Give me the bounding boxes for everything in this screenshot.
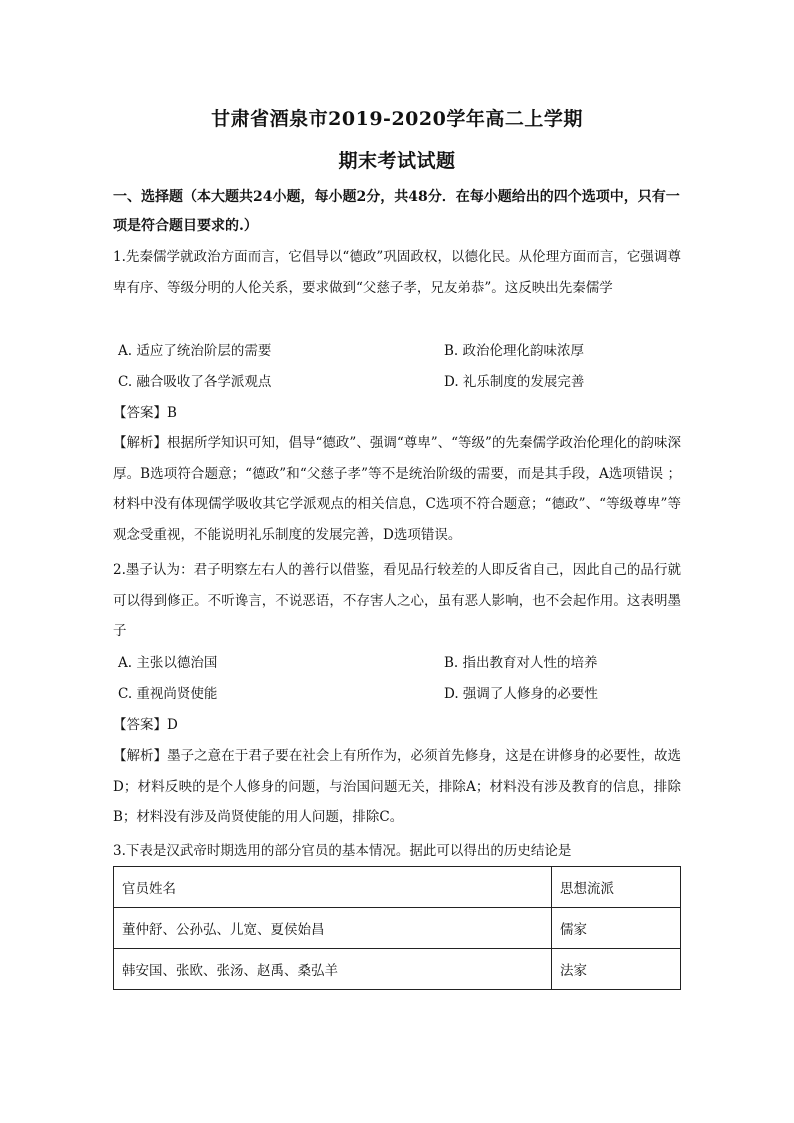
- officials-table: [113, 866, 681, 990]
- question-1-answer: 【答案】B: [113, 405, 177, 421]
- question-3-stem: 3.下表是汉武帝时期选用的部分官员的基本情况。据此可以得出的历史结论是: [113, 843, 572, 859]
- question-1-option-d: D. 礼乐制度的发展完善: [444, 374, 585, 390]
- question-2-stem: 2.墨子认为：君子明察左右人的善行以借鉴，看见品行较差的人即反省自己，因此自己的品行就可以得到修正。不听谗言，不说恶语，不存害人之心，虽有恶人影响，也不会起作用。这表明墨子: [113, 562, 681, 639]
- page-title: 甘肃省酒泉市2019-2020学年高二上学期: [211, 108, 583, 130]
- table-header-cell: 官员姓名: [114, 867, 552, 908]
- question-1-analysis: 【解析】根据所学知识可知，倡导“德政”、强调“尊卑”、“等级”的先秦儒学政治伦理化的韵味深厚。B选项符合题意；“德政”和“父慈子孝”等不是统治阶级的需要，而是其手段，A选项错误 ；材料中没有体现儒学吸收其它学派观点的相关信息，C选项不符合题意；“德政”、“等级尊卑”等观念受重视，不能说明礼乐制度的发展完善，D选项错误。: [113, 435, 681, 543]
- question-2-option-c: C. 重视尚贤使能: [118, 686, 218, 702]
- section-heading: 一、选择题（本大题共24小题，每小题2分，共48分．在每小题给出的四个选项中，只有一项是符合题目要求的.）: [113, 189, 680, 234]
- table-cell: 法家: [552, 949, 681, 990]
- table-row: [114, 908, 681, 949]
- question-1-option-c: C. 融合吸收了各学派观点: [118, 374, 272, 390]
- question-1-option-a: A. 适应了统治阶层的需要: [118, 343, 272, 359]
- table-header-cell: 思想流派: [552, 867, 681, 908]
- question-2-option-b: B. 指出教育对人性的培养: [444, 655, 598, 671]
- question-1-stem: 1.先秦儒学就政治方面而言，它倡导以“德政”巩固政权，以德化民。从伦理方面而言，它强调尊卑有序、等级分明的人伦关系，要求做到“父慈子孝，兄友弟恭”。这反映出先秦儒学: [113, 249, 681, 296]
- question-2-analysis: 【解析】墨子之意在于君子要在社会上有所作为，必须首先修身，这是在讲修身的必要性，故选D；材料反映的是个人修身的问题，与治国问题无关，排除A；材料没有涉及教育的信息，排除B；材料没有涉及尚贤使能的用人问题，排除C。: [113, 748, 681, 825]
- question-2-option-a: A. 主张以德治国: [118, 655, 218, 671]
- table-cell: 董仲舒、公孙弘、儿宽、夏侯始昌: [114, 908, 552, 949]
- table-row: [114, 949, 681, 990]
- table-header-row: [114, 867, 681, 908]
- question-2-option-d: D. 强调了人修身的必要性: [444, 686, 598, 702]
- page-subtitle: 期末考试试题: [338, 150, 456, 172]
- table-cell: 儒家: [552, 908, 681, 949]
- question-1-option-b: B. 政治伦理化韵味浓厚: [444, 343, 585, 359]
- table-cell: 韩安国、张欧、张汤、赵禹、桑弘羊: [114, 949, 552, 990]
- question-2-answer: 【答案】D: [113, 717, 178, 733]
